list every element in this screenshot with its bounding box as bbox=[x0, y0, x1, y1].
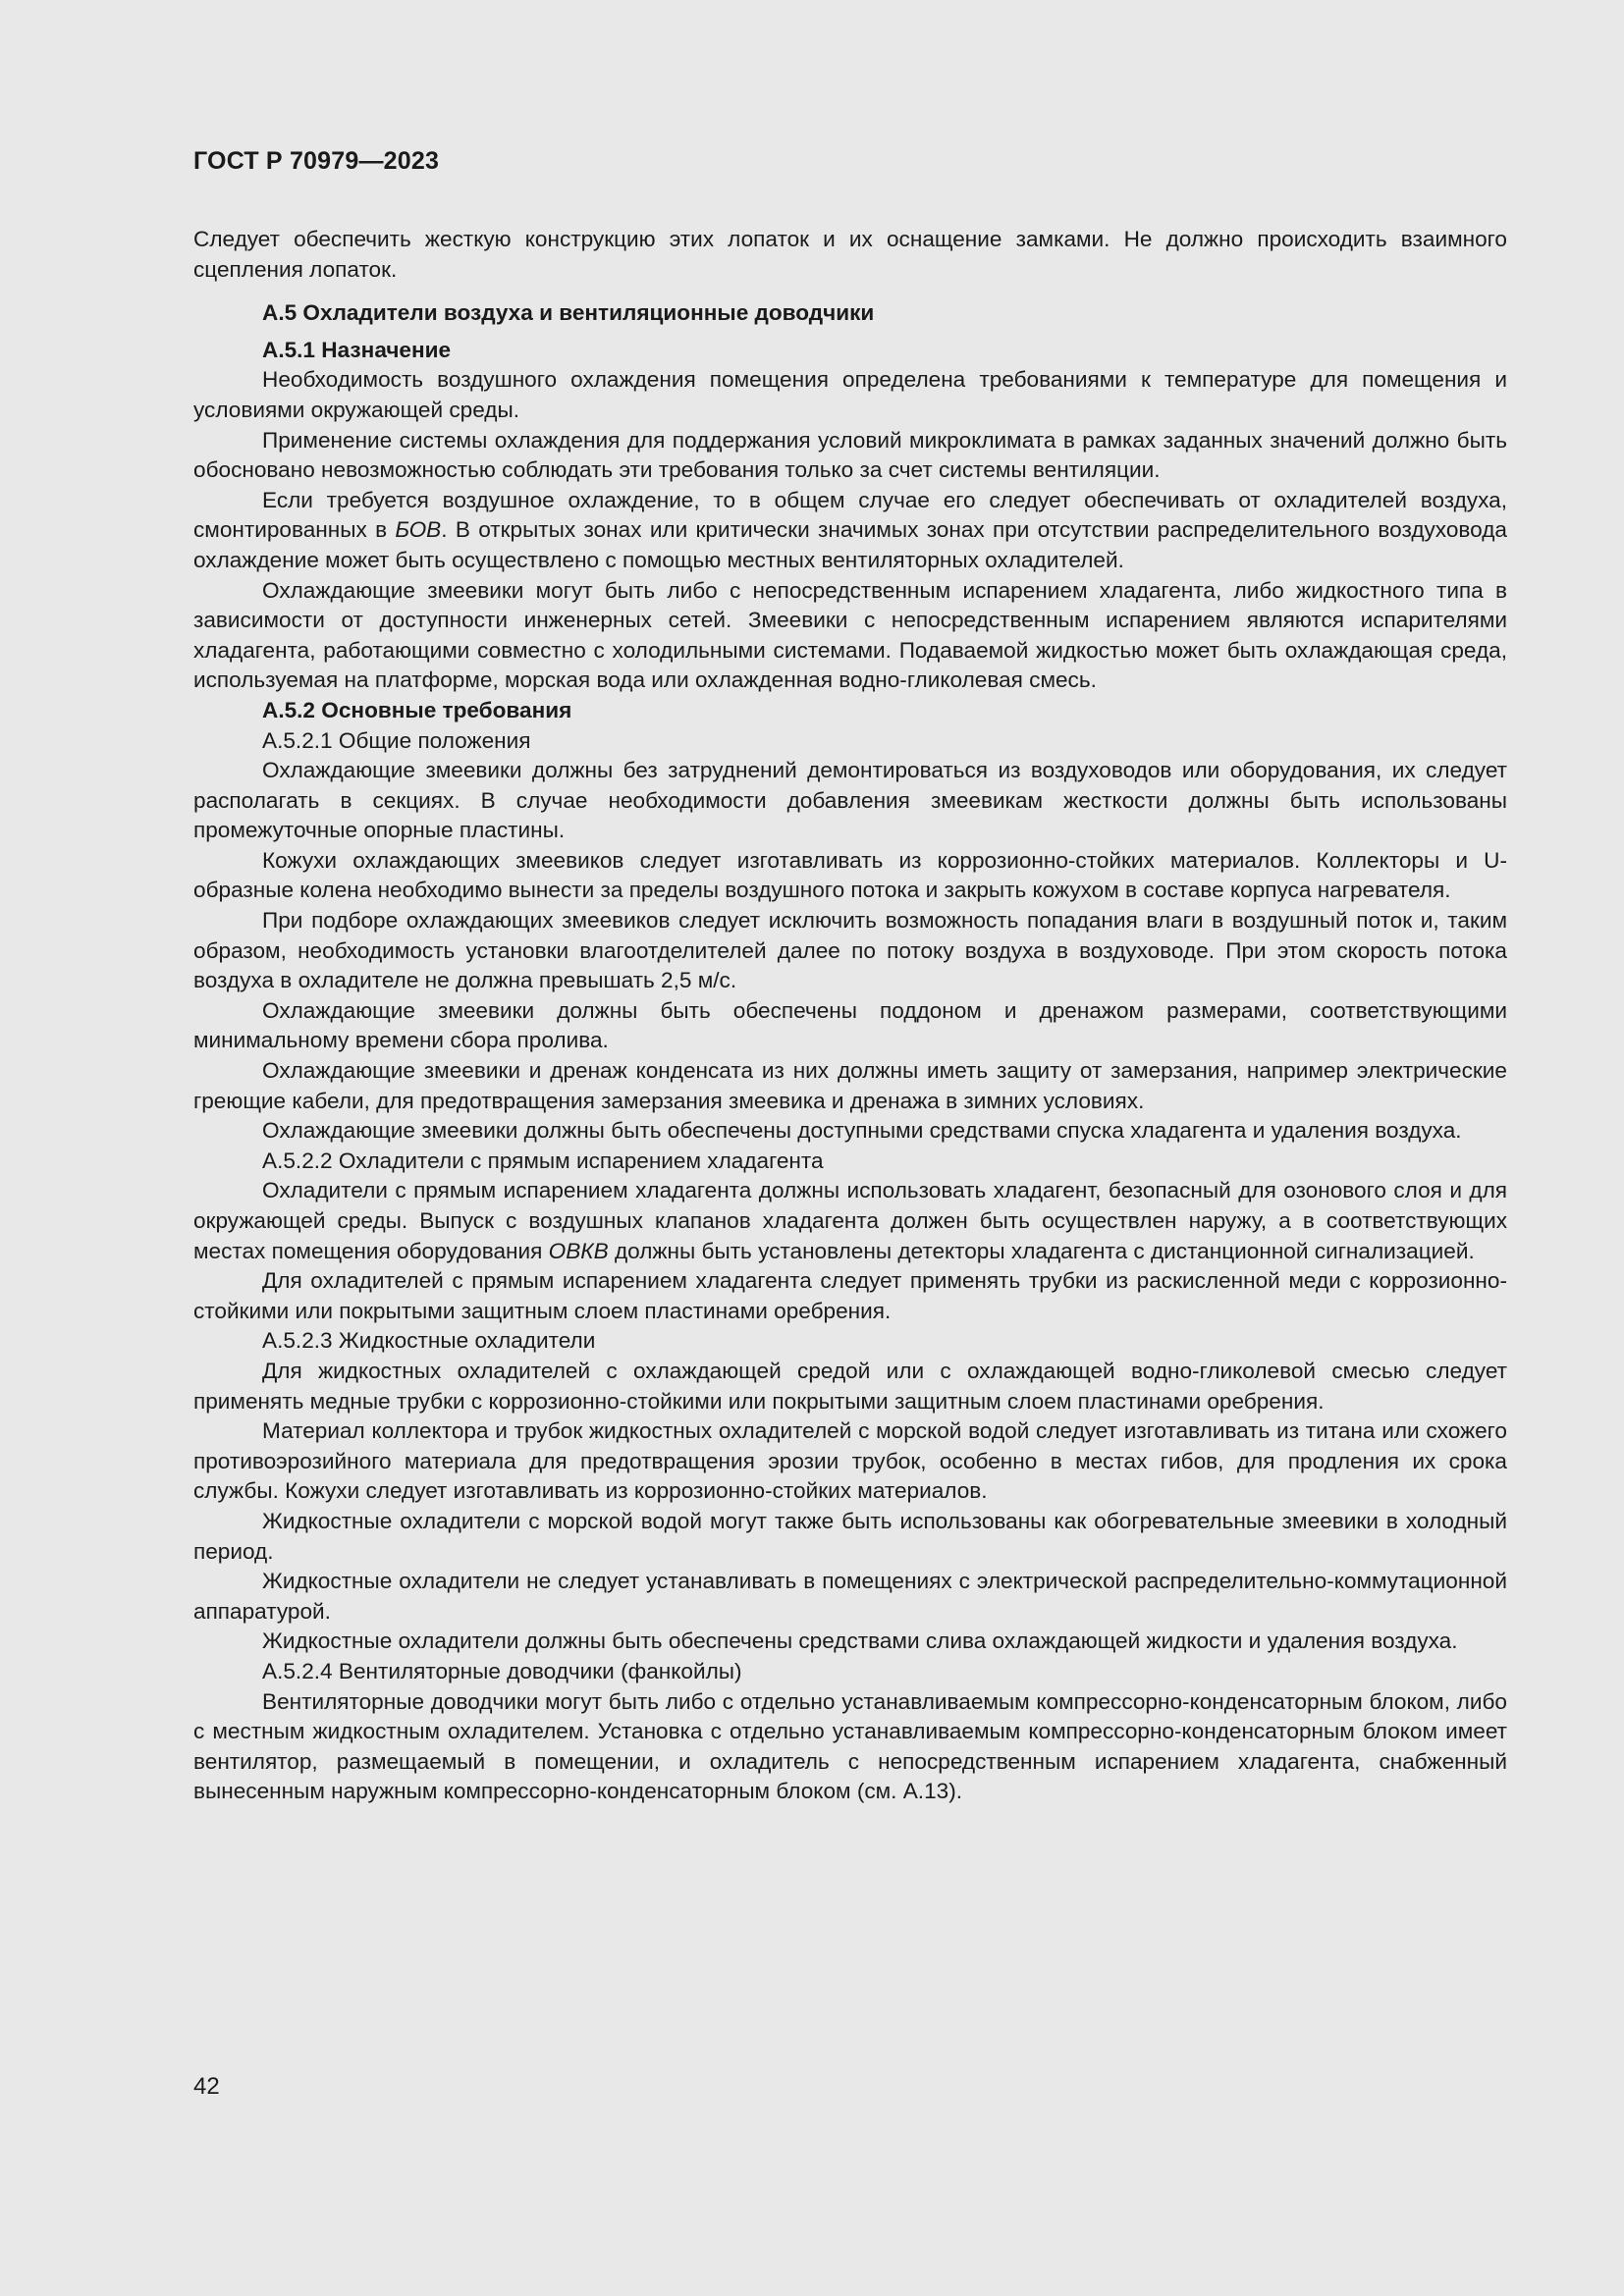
subsection-heading-a524: А.5.2.4 Вентиляторные доводчики (фанкойлы) bbox=[262, 1658, 742, 1683]
paragraph: Охлаждающие змеевики должны быть обеспечены доступными средствами спуска хладагента и удаления воздуха. bbox=[262, 1118, 1462, 1144]
paragraph bbox=[193, 486, 1507, 576]
paragraph: Охлаждающие змеевики могут быть либо с непосредственным испарением хладагента, либо жидкостного типа в зависимости от доступности инженерных сетей. Змеевики с непосредственным испарением являются испарителями хладагента, работающими совместно с холодильными системами. Подаваемой жидкостью может быть охлаждающая среда, используемая на платформе, морская вода или охлажденная водно-гликолевая смесь. bbox=[193, 577, 1507, 693]
paragraph: Материал коллектора и трубок жидкостных охладителей с морской водой следует изготавливать из титана или схожего противоэрозийного материала для предотвращения эрозии трубок, особенно в местах гибов, для продления их срока службы. Кожухи следует изготавливать из коррозионно-стойких материалов. bbox=[193, 1418, 1507, 1504]
paragraph: Применение системы охлаждения для поддержания условий микроклимата в рамках заданных значений должно быть обосновано невозможностью соблюдать эти требования только за счет системы вентиляции. bbox=[193, 427, 1507, 483]
subsection-heading-a521: А.5.2.1 Общие положения bbox=[262, 727, 531, 753]
paragraph: Вентиляторные доводчики могут быть либо с отдельно устанавливаемым компрессорно-конденсаторным блоком, либо с местным жидкостным охладителем. Установка с отдельно устанавливаемым компрессорно-конденсаторным блоком имеет вентилятор, размещаемый в помещении, и охладитель с непосредственным испарением хладагента, снабженный вынесенным наружным компрессорно-конденсаторным блоком (см. А.13). bbox=[193, 1688, 1507, 1804]
paragraph: Охлаждающие змеевики и дренаж конденсата из них должны иметь защиту от замерзания, например электрические греющие кабели, для предотвращения замерзания змеевика и дренажа в зимних условиях. bbox=[193, 1058, 1507, 1113]
paragraph-text: . В открытых зонах или критически значимых зонах при отсутствии распределительного воздуховода охлаждение может быть осуществлено с помощью местных вентиляторных охладителей. bbox=[193, 517, 1507, 572]
abbreviation: ОВКВ bbox=[548, 1238, 609, 1263]
paragraph: Для жидкостных охладителей с охлаждающей средой или с охлаждающей водно-гликолевой смесью следует применять медные трубки с коррозионно-стойкими или покрытыми защитным слоем пластинами оребрения. bbox=[193, 1358, 1507, 1414]
section-heading-a5: А.5 Охладители воздуха и вентиляционные доводчики bbox=[262, 300, 875, 326]
paragraph: Охлаждающие змеевики должны без затруднений демонтироваться из воздуховодов или оборудования, их следует располагать в секциях. В случае необходимости добавления змеевикам жесткости должны быть использованы промежуточные опорные пластины. bbox=[193, 758, 1507, 843]
paragraph-intro: Следует обеспечить жесткую конструкцию этих лопаток и их оснащение замками. Не должно происходить взаимного сцепления лопаток. bbox=[193, 227, 1507, 282]
paragraph-text: Охладители с прямым испарением хладагента должны использовать хладагент, безопасный для озонового слоя и для окружающей среды. Выпуск с воздушных клапанов хладагента должен быть осуществлен наружу, а в соответствующих местах помещения оборудования bbox=[193, 1178, 1507, 1263]
paragraph: При подборе охлаждающих змеевиков следует исключить возможность попадания влаги в воздушный поток и, таким образом, необходимость установки влагоотделителей далее по потоку воздуха в воздуховоде. При этом скорость потока воздуха в охладителе не должна превышать 2,5 м/с. bbox=[193, 908, 1507, 993]
paragraph: Для охладителей с прямым испарением хладагента следует применять трубки из раскисленной меди с коррозионно-стойкими или покрытыми защитным слоем пластинами оребрения. bbox=[193, 1268, 1507, 1323]
paragraph: Охлаждающие змеевики должны быть обеспечены поддоном и дренажом размерами, соответствующими минимальному времени сбора пролива. bbox=[193, 997, 1507, 1053]
paragraph: Кожухи охлаждающих змеевиков следует изготавливать из коррозионно-стойких материалов. Коллекторы и U-образные колена необходимо вынести за пределы воздушного потока и закрыть кожухом в составе корпуса нагревателя. bbox=[193, 847, 1507, 903]
page-number: 42 bbox=[193, 2073, 220, 2100]
document-header: ГОСТ Р 70979—2023 bbox=[193, 147, 440, 175]
abbreviation: БОВ bbox=[395, 517, 442, 543]
paragraph-text: должны быть установлены детекторы хладагента с дистанционной сигнализацией. bbox=[608, 1238, 1475, 1263]
paragraph: Необходимость воздушного охлаждения помещения определена требованиями к температуре для помещения и условиями окружающей среды. bbox=[193, 367, 1507, 422]
paragraph bbox=[193, 1176, 1507, 1266]
subsection-heading-a523: А.5.2.3 Жидкостные охладители bbox=[262, 1328, 596, 1354]
section-heading-a51: А.5.1 Назначение bbox=[262, 337, 452, 362]
document-body bbox=[193, 225, 1507, 1807]
section-heading-a52: А.5.2 Основные требования bbox=[262, 697, 572, 722]
paragraph: Жидкостные охладители должны быть обеспечены средствами слива охлаждающей жидкости и удаления воздуха. bbox=[262, 1629, 1458, 1654]
paragraph: Жидкостные охладители с морской водой могут также быть использованы как обогревательные змеевики в холодный период. bbox=[193, 1508, 1507, 1564]
paragraph: Жидкостные охладители не следует устанавливать в помещениях с электрической распределительно-коммутационной аппаратурой. bbox=[193, 1569, 1507, 1624]
subsection-heading-a522: А.5.2.2 Охладители с прямым испарением хладагента bbox=[262, 1148, 824, 1173]
paragraph-text: Если требуется воздушное охлаждение, то в общем случае его следует обеспечивать от охладителей воздуха, смонтированных в bbox=[193, 487, 1507, 543]
